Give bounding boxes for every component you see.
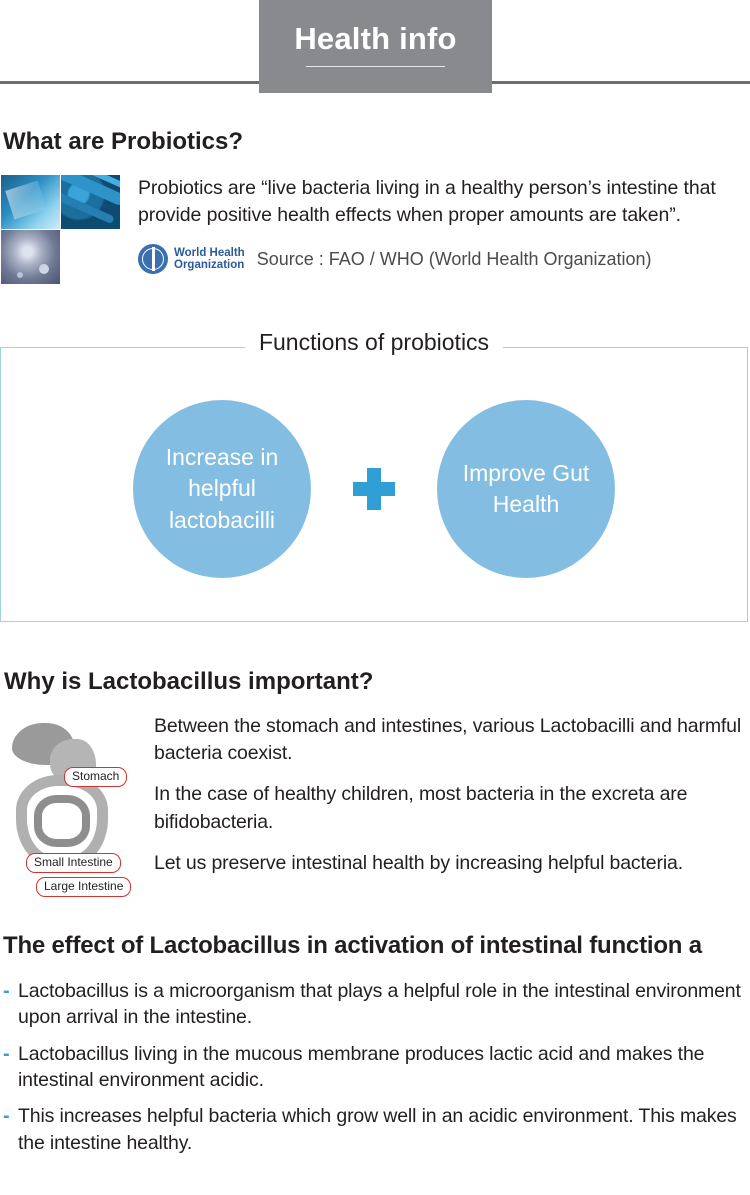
- why-heading: Why is Lactobacillus important?: [4, 668, 374, 695]
- probiotics-definition: Probiotics are “live bacteria living in a healthy person’s intestine that provide positive health effects when proper amounts are taken”.: [138, 176, 716, 227]
- functions-of-probiotics-box: [0, 329, 748, 622]
- bacteria-micrograph-cocci-image: [1, 230, 60, 284]
- source-text: Source : FAO / WHO (World Health Organization): [256, 248, 652, 269]
- small-intestine-shape: [34, 795, 90, 847]
- function-circle-increase-lactobacilli: Increase in helpful lactobacilli: [133, 400, 311, 578]
- why-body: [0, 711, 750, 893]
- label-stomach: Stomach: [64, 767, 127, 787]
- dash-bullet-icon: -: [3, 1042, 10, 1065]
- dash-bullet-icon: -: [3, 980, 10, 1002]
- page-title: Health info: [294, 21, 456, 73]
- why-paragraph-2: In the case of healthy children, most bacteria in the excreta are bifidobacteria.: [154, 783, 688, 833]
- function-circle-improve-gut-health: Improve Gut Health: [437, 400, 615, 578]
- who-logo-text: [174, 247, 245, 271]
- effect-heading: The effect of Lactobacillus in activation of intestinal function a: [3, 932, 702, 959]
- who-logo-line1: World Health: [174, 247, 245, 260]
- plus-icon: [353, 468, 395, 510]
- header-tab: [259, 0, 492, 93]
- label-large-intestine: Large Intestine: [36, 877, 131, 897]
- effect-bullet-list: [0, 978, 750, 1156]
- bacteria-micrograph-rods-image: [61, 175, 120, 229]
- probiotics-section: [0, 128, 750, 284]
- effect-bullet-3: This increases helpful bacteria which grow well in an acidic environment. This makes the intestine healthy.: [18, 1105, 737, 1154]
- who-logo-line2: Organization: [174, 259, 245, 272]
- probiotics-text-wrap: [120, 175, 750, 284]
- list-item: [0, 1041, 750, 1094]
- list-item: [0, 978, 750, 1031]
- who-logo: [138, 244, 245, 274]
- effect-bullet-2: Lactobacillus living in the mucous membrane produces lactic acid and makes the intestinal environment acidic.: [18, 1042, 705, 1091]
- effect-section: [0, 928, 750, 1166]
- source-line: [138, 244, 750, 274]
- label-small-intestine: Small Intestine: [26, 853, 121, 873]
- effect-bullet-1: Lactobacillus is a microorganism that plays a helpful role in the intestinal environment upon arrival in the intestine.: [18, 980, 741, 1029]
- probiotics-heading: What are Probiotics?: [3, 128, 244, 155]
- functions-circles-row: [1, 400, 747, 578]
- bacteria-image-grid: [0, 175, 120, 284]
- bacteria-image-row: [1, 175, 120, 229]
- page-header: [0, 0, 750, 93]
- probiotics-body: [0, 175, 750, 284]
- bacteria-image-row: [1, 230, 120, 284]
- list-item: [0, 1103, 750, 1156]
- why-lactobacillus-section: [0, 668, 750, 893]
- functions-legend: Functions of probiotics: [245, 329, 503, 356]
- dash-bullet-icon: -: [3, 1105, 10, 1128]
- organ-shapes: [8, 717, 120, 875]
- digestive-system-illustration: [0, 711, 140, 893]
- bacteria-micrograph-blue-image: [1, 175, 60, 229]
- why-paragraph-3: Let us preserve intestinal health by increasing helpful bacteria.: [154, 851, 683, 874]
- why-paragraph-1: Between the stomach and intestines, various Lactobacilli and harmful bacteria coexist.: [154, 714, 742, 765]
- who-emblem-icon: [138, 244, 168, 274]
- why-text: [140, 711, 750, 881]
